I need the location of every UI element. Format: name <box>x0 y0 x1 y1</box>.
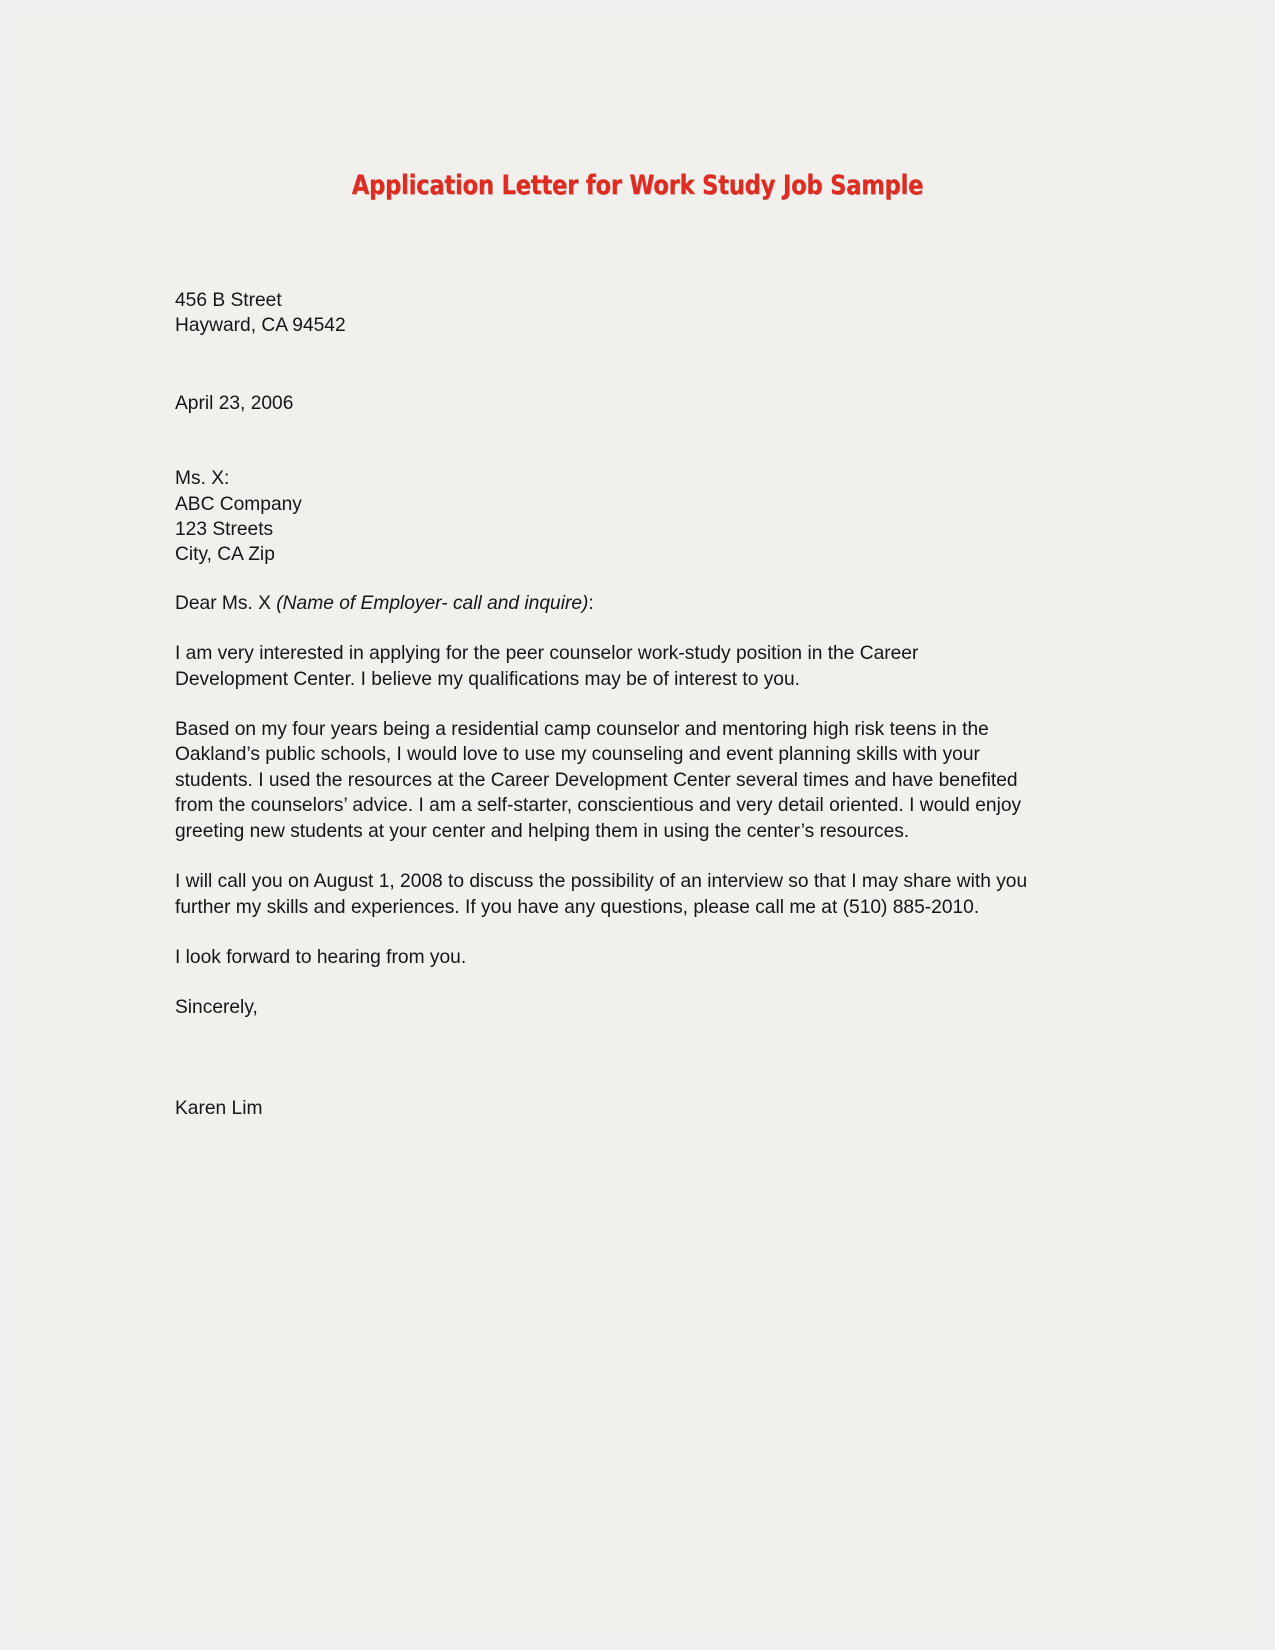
salutation-prefix: Dear Ms. X <box>175 592 277 614</box>
recipient-line-4: City, CA Zip <box>175 544 275 566</box>
recipient-line-3: 123 Streets <box>175 519 274 541</box>
salutation-suffix: : <box>588 592 594 614</box>
page-title: Application Letter for Work Study Job Sample <box>351 170 924 201</box>
spacer-before-salutation <box>175 568 1035 591</box>
spacer-before-paragraph-3 <box>175 844 1035 869</box>
body-paragraph-2: Based on my four years being a residential camp counselor and mentoring high risk teens in the Oakland’s public schools, I would love to use my counseling and event planning skills with your students. I used the resources at the Career Development Center several times and have benefited from the counselors’ advice. I am a self-starter, conscientious and very detail oriented. I would enjoy greeting new students at your center and helping them in using the center’s resources. <box>175 719 1022 842</box>
body-paragraph-1: I am very interested in applying for the peer counselor work-study position in the Career Development Center. I believe my qualifications may be of interest to you. <box>175 643 919 690</box>
spacer-before-paragraph-1 <box>175 616 1035 641</box>
recipient-line-2: ABC Company <box>175 493 302 515</box>
spacer-before-paragraph-2 <box>175 692 1035 717</box>
signature-space <box>175 1021 1035 1096</box>
recipient-line-1: Ms. X: <box>175 468 230 490</box>
signature-name: Karen Lim <box>175 1097 263 1119</box>
spacer-before-paragraph-4 <box>175 920 1035 945</box>
recipient-address-block <box>175 466 1035 568</box>
letter-date <box>175 391 1035 416</box>
salutation-italic-note: (Name of Employer- call and inquire) <box>276 592 589 614</box>
return-address-line-1: 456 B Street <box>175 290 282 311</box>
letter-body <box>175 288 1035 1121</box>
body-paragraph-3: I will call you on August 1, 2008 to discuss the possibility of an interview so that I may share with you further my skills and experiences. If you have any questions, please call me at (510) 885-2010. <box>175 871 1028 918</box>
spacer-before-date <box>175 339 1035 391</box>
spacer-before-recipient <box>175 416 1035 466</box>
salutation-line <box>175 591 1035 616</box>
spacer-before-closing <box>175 970 1035 995</box>
return-address-line-2: Hayward, CA 94542 <box>175 315 346 337</box>
letter-date-text: April 23, 2006 <box>175 392 294 414</box>
body-paragraph-4: I look forward to hearing from you. <box>175 946 467 968</box>
return-address-block <box>175 288 1035 339</box>
closing-line: Sincerely, <box>175 997 258 1019</box>
